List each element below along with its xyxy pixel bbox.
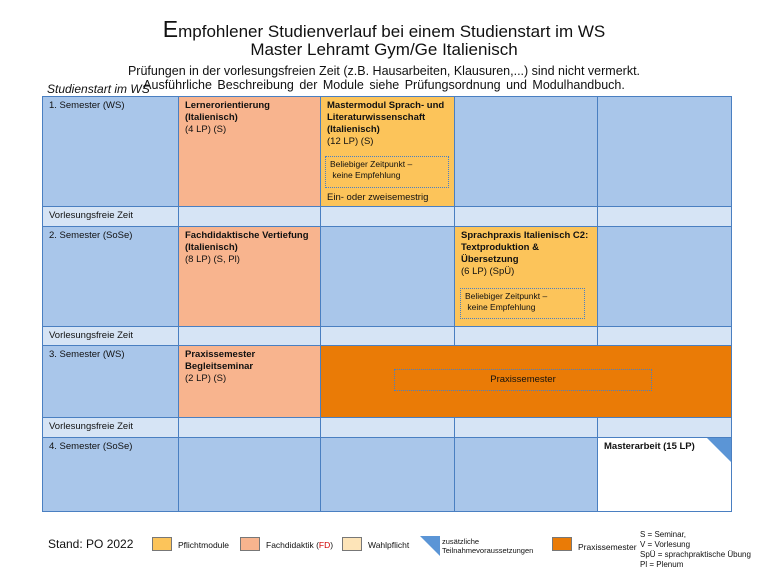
timing-note-box: [460, 288, 585, 319]
empty-cell: [320, 226, 455, 327]
empty-cell: [320, 417, 455, 438]
abbrev-item: S = Seminar,: [640, 530, 687, 539]
empty-cell: [178, 417, 321, 438]
timing-note-box: [325, 156, 449, 188]
module-title-2: (Italienisch): [185, 112, 238, 123]
module-footnote: Ein- oder zweisemestrig: [327, 192, 429, 203]
praxissemester-box: [394, 369, 652, 391]
module-title: Praxissemester: [185, 349, 256, 360]
empty-cell: [178, 437, 321, 512]
row-free-3: [42, 417, 179, 438]
empty-cell: [320, 437, 455, 512]
module-details: (4 LP) (S): [185, 124, 227, 135]
row-label: Vorlesungsfreie Zeit: [49, 210, 133, 221]
legend-fd-pre: Fachdidaktik (: [266, 540, 319, 550]
module-lernerorientierung: [178, 96, 321, 207]
legend-praxis: Praxissemester: [578, 542, 637, 552]
row-label: Vorlesungsfreie Zeit: [49, 330, 133, 341]
abbrev-item: Pl = Plenum: [640, 560, 684, 569]
title-initial: E: [162, 16, 179, 42]
praxissemester-label: Praxissemester: [490, 374, 556, 385]
row-free-2: [42, 326, 179, 346]
module-praxissemester-seminar: [178, 345, 321, 418]
row-semester-4: [42, 437, 179, 512]
row-label: 2. Semester (SoSe): [49, 230, 133, 241]
empty-cell: [320, 206, 455, 227]
module-title: Mastermodul Sprach- und: [327, 100, 445, 111]
empty-cell: [320, 326, 455, 346]
prerequisite-triangle-icon: [707, 438, 731, 462]
empty-cell: [454, 96, 598, 207]
module-mastermodul: [320, 96, 455, 207]
empty-cell: [454, 206, 598, 227]
row-semester-3: [42, 345, 179, 418]
empty-cell: [178, 326, 321, 346]
row-label: 4. Semester (SoSe): [49, 441, 133, 452]
row-semester-1: [42, 96, 179, 207]
legend-swatch-pflicht: [152, 537, 172, 551]
legend-swatch-fachdidaktik: [240, 537, 260, 551]
abbreviation-legend: [640, 530, 751, 570]
start-label: Studienstart im WS: [47, 82, 150, 96]
note-line-2: Ausführliche Beschreibung der Module siehe Prüfungsordnung und Modulhandbuch.: [143, 78, 625, 92]
module-title-2: (Italienisch): [185, 242, 238, 253]
legend-fd-abbr: FD: [318, 540, 331, 550]
empty-cell: [597, 417, 732, 438]
timing-note-line1: Beliebiger Zeitpunkt –: [465, 291, 548, 301]
module-details: (2 LP) (S): [185, 373, 227, 384]
module-praxissemester: [320, 345, 732, 418]
row-label: Vorlesungsfreie Zeit: [49, 421, 133, 432]
empty-cell: [454, 437, 598, 512]
module-masterarbeit: [597, 437, 732, 512]
empty-cell: [454, 326, 598, 346]
note-line-1: Prüfungen in der vorlesungsfreien Zeit (z.B. Hausarbeiten, Klausuren,...) sind nicht vermerkt.: [127, 64, 641, 78]
page-title: [0, 16, 768, 43]
legend-zusatz-line1: zusätzliche: [442, 537, 480, 546]
module-title-2: Literaturwissenschaft: [327, 112, 426, 123]
stand-label: Stand: PO 2022: [48, 537, 134, 551]
title-rest: mpfohlener Studienverlauf bei einem Studienstart im WS: [178, 22, 606, 41]
abbrev-item: V = Vorlesung: [640, 540, 691, 549]
legend-fachdidaktik: [266, 540, 333, 550]
row-free-1: [42, 206, 179, 227]
module-title-3: (Italienisch): [327, 124, 380, 135]
legend-zusatz: [442, 537, 533, 555]
empty-cell: [597, 206, 732, 227]
timing-note-line1: Beliebiger Zeitpunkt –: [330, 159, 413, 169]
module-title-2: Begleitseminar: [185, 361, 254, 372]
timing-note-line2: keine Empfehlung: [332, 170, 401, 180]
empty-cell: [597, 226, 732, 327]
module-details: (12 LP) (S): [327, 136, 374, 147]
legend-swatch-praxis: [552, 537, 572, 551]
module-title: Fachdidaktische Vertiefung: [185, 230, 309, 241]
abbrev-item: SpÜ = sprachpraktische Übung: [640, 550, 751, 559]
module-title: Sprachpraxis Italienisch C2:: [461, 230, 589, 241]
module-title-2: Textproduktion &: [461, 242, 539, 253]
module-fachdidaktik: [178, 226, 321, 327]
study-plan-grid: [42, 96, 732, 512]
legend-pflicht: Pflichtmodule: [178, 540, 230, 550]
module-details: (6 LP) (SpÜ): [461, 266, 515, 277]
empty-cell: [454, 417, 598, 438]
module-title: Lernerorientierung: [185, 100, 270, 111]
legend-wahlpflicht: Wahlpflicht: [368, 540, 410, 550]
empty-cell: [597, 326, 732, 346]
legend-swatch-wahlpflicht: [342, 537, 362, 551]
row-label: 3. Semester (WS): [49, 349, 125, 360]
page-subtitle: Master Lehramt Gym/Ge Italienisch: [250, 40, 518, 59]
empty-cell: [597, 96, 732, 207]
legend-zusatz-line2: Teilnahmevoraussetzungen: [442, 546, 534, 555]
module-title: Masterarbeit (15 LP): [604, 441, 695, 452]
legend-fd-post: ): [330, 540, 334, 550]
module-title-3: Übersetzung: [461, 254, 519, 265]
prerequisite-triangle-icon: [420, 536, 440, 556]
row-label: 1. Semester (WS): [49, 100, 125, 111]
empty-cell: [178, 206, 321, 227]
row-semester-2: [42, 226, 179, 327]
module-details: (8 LP) (S, Pl): [185, 254, 240, 265]
module-sprachpraxis: [454, 226, 598, 327]
timing-note-line2: keine Empfehlung: [467, 302, 536, 312]
